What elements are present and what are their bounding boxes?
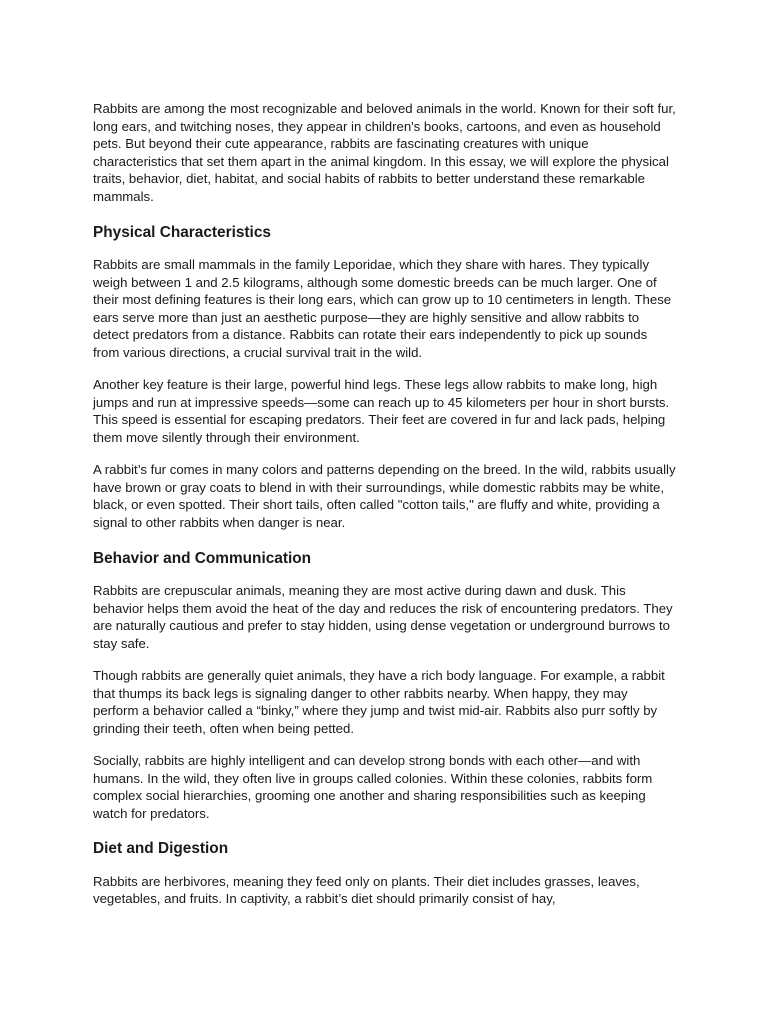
body-paragraph: Rabbits are herbivores, meaning they feed only on plants. Their diet includes grasses, leaves, vegetables, and fruits. In captivity, a rabbit’s diet should primarily consist of hay, xyxy=(93,873,640,907)
body-paragraph: A rabbit’s fur comes in many colors and patterns depending on the breed. In the wild, rabbits usually have brown or gray coats to blend in with their surroundings, while domestic rabbits may be white, black, or even spotted. Their short tails, often called "cotton tails," are fluffy and white, providing a signal to other rabbits when danger is near. xyxy=(93,462,676,530)
body-paragraph: Though rabbits are generally quiet animals, they have a rich body language. For example, a rabbit that thumps its back legs is signaling danger to other rabbits nearby. When happy, they may perform a behavior called a “binky,” where they jump and twist mid-air. Rabbits also purr softly by grinding their teeth, often when being petted. xyxy=(93,668,665,736)
intro-paragraph: Rabbits are among the most recognizable and beloved animals in the world. Known for their soft fur, long ears, and twitching noses, they appear in children's books, cartoons, and even as household pets. But beyond their cute appearance, rabbits are fascinating creatures with unique characteristics that set them apart in the animal kingdom. In this essay, we will explore the physical traits, behavior, diet, habitat, and social habits of rabbits to better understand these remarkable mammals. xyxy=(93,101,676,204)
section-heading-physical-characteristics: Physical Characteristics xyxy=(93,223,271,241)
body-paragraph: Rabbits are small mammals in the family Leporidae, which they share with hares. They typically weigh between 1 and 2.5 kilograms, although some domestic breeds can be much larger. One of their most defining features is their long ears, which can grow up to 10 centimeters in length. These ears serve more than just an aesthetic purpose—they are highly sensitive and allow rabbits to detect predators from a distance. Rabbits can rotate their ears independently to pick up sounds from various directions, a crucial survival trait in the wild. xyxy=(93,257,672,361)
section-heading-behavior-and-communication: Behavior and Communication xyxy=(93,549,312,567)
body-paragraph: Socially, rabbits are highly intelligent and can develop strong bonds with each other—and with humans. In the wild, they often live in groups called colonies. Within these colonies, rabbits form complex social hierarchies, grooming one another and sharing responsibilities such as keeping watch for predators. xyxy=(93,753,653,821)
section-heading-diet-and-digestion: Diet and Digestion xyxy=(93,840,229,858)
body-paragraph: Another key feature is their large, powerful hind legs. These legs allow rabbits to make long, high jumps and run at impressive speeds—some can reach up to 45 kilometers per hour in short bursts. This speed is essential for escaping predators. Their feet are covered in fur and lack pads, helping them move silently through their environment. xyxy=(93,377,670,445)
body-paragraph: Rabbits are crepuscular animals, meaning they are most active during dawn and dusk. This behavior helps them avoid the heat of the day and reduces the risk of encountering predators. They are naturally cautious and prefer to stay hidden, using dense vegetation or underground burrows to stay safe. xyxy=(93,583,673,651)
